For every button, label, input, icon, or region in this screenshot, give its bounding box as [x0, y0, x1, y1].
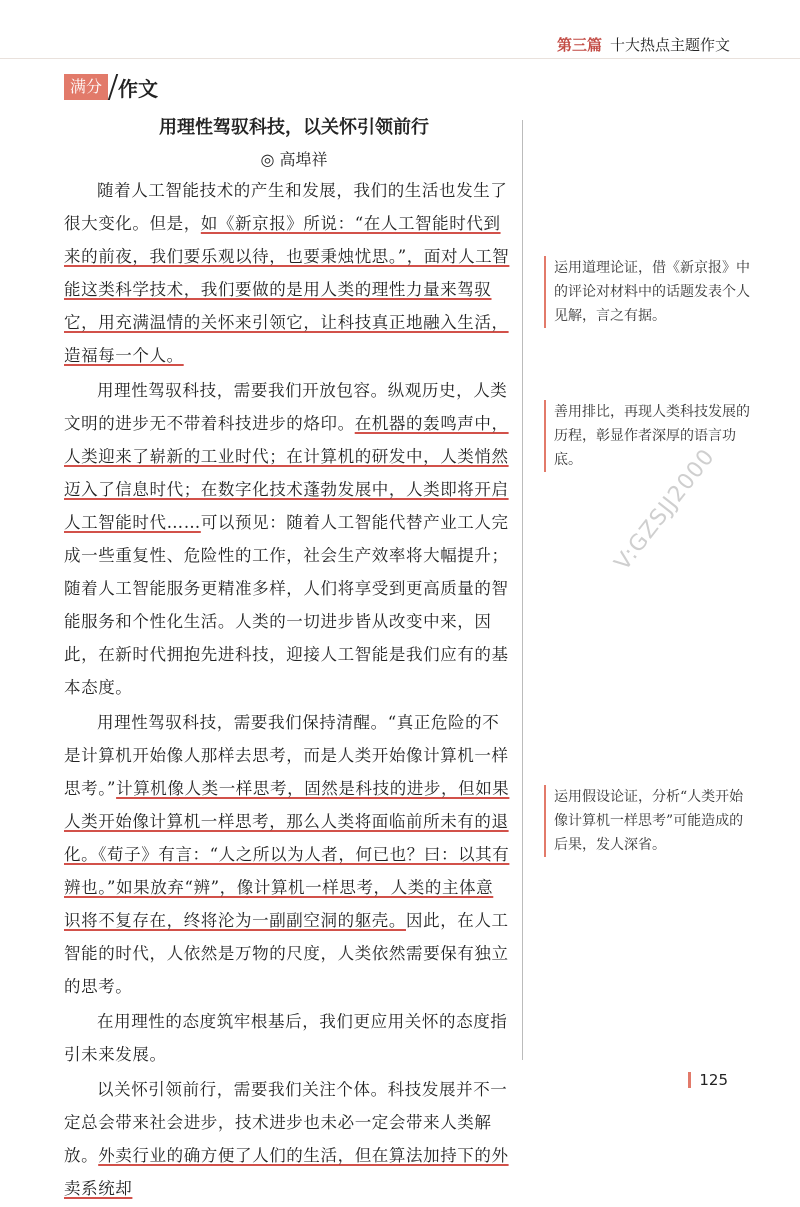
- paragraph-3: 用理性驾驭科技，需要我们保持清醒。“真正危险的不是计算机开始像人那样去思考，而是人类开始像计算机一样思考。”计算机像人类一样思考，固然是科技的进步，但如果人类开始像计算机一样思考，那么人类将面临前所未有的退化。《荀子》有言：“人之所以为人者，何已也？曰：以其有辨也。”如果放弃“辨”，像计算机一样思考，人类的主体意识将不复存在，终将沦为一副副空洞的躯壳。因此，在人工智能的时代，人依然是万物的尺度，人类依然需要保有独立的思考。: [64, 713, 510, 996]
- page-number: [688, 1071, 728, 1089]
- paragraph-2: 用理性驾驭科技，需要我们开放包容。纵观历史，人类文明的进步无不带着科技进步的烙印。在机器的轰鸣声中，人类迎来了崭新的工业时代；在计算机的研发中，人类悄然迈入了信息时代；在数字化技术蓬勃发展中，人类即将开启人工智能时代……可以预见：随着人工智能代替产业工人完成一些重复性、危险性的工作，社会生产效率将大幅提升；随着人工智能服务更精准多样，人们将享受到更高质量的智能服务和个性化生活。人类的一切进步皆从改变中来，因此，在新时代拥抱先进科技，迎接人工智能是我们应有的基本态度。: [64, 381, 509, 697]
- paragraph-4: 在用理性的态度筑牢根基后，我们更应用关怀的态度指引未来发展。: [64, 1012, 508, 1064]
- badge-label: 作文: [118, 76, 159, 101]
- annotation-1: 运用道理论证，借《新京报》中的评论对材料中的话题发表个人见解，言之有据。: [544, 256, 750, 328]
- highlight-example: 外卖行业的确方便了人们的生活，但在算法加持下的外卖系统却: [64, 1146, 509, 1198]
- section-badge: [64, 74, 158, 100]
- topic-label: 十大热点主题作文: [609, 36, 730, 54]
- essay-title: 用理性驾驭科技，以关怀引领前行: [159, 117, 429, 138]
- essay-author: ◎ 高埠祥: [260, 150, 328, 169]
- paragraph-5: 以关怀引领前行，需要我们关注个体。科技发展并不一定总会带来社会进步，技术进步也未必一定会带来人类解放。外卖行业的确方便了人们的生活，但在算法加持下的外卖系统却: [64, 1080, 509, 1198]
- part-label: 第三篇: [556, 36, 602, 54]
- paragraph-1: 随着人工智能技术的产生和发展，我们的生活也发生了很大变化。但是，如《新京报》所说：“在人工智能时代到来的前夜，我们要乐观以待，也要秉烛忧思。”，面对人工智能这类科学技术，我们要做的是用人类的理性力量来驾驭它，用充满温情的关怀来引领它，让科技真正地融入生活，造福每一个人。: [64, 181, 510, 365]
- essay-body: [64, 174, 510, 1207]
- highlight-hypothesis: 计算机像人类一样思考，固然是科技的进步，但如果人类开始像计算机一样思考，那么人类将面临前所未有的退化。《荀子》有言：“人之所以为人者，何已也？曰：以其有辨也。”如果放弃“辨”，像计算机一样思考，人类的主体意识将不复存在，终将沦为一副副空洞的躯壳。: [64, 779, 510, 930]
- highlight-quote: 如《新京报》所说：“在人工智能时代到来的前夜，我们要乐观以待，也要秉烛忧思。”，面对人工智能这类科学技术，我们要做的是用人类的理性力量来驾驭它，用充满温情的关怀来引领它，让科技真正地融入生活，造福每一个人。: [64, 214, 510, 365]
- margin-divider: [522, 120, 523, 1060]
- running-header: [557, 34, 730, 55]
- page-number-text: 125: [699, 1071, 728, 1089]
- annotation-3: 运用假设论证，分析“人类开始像计算机一样思考”可能造成的后果，发人深省。: [544, 785, 750, 857]
- page-number-marker: [688, 1072, 691, 1088]
- badge-highlight: 满分: [64, 74, 108, 100]
- highlight-parallelism: 在机器的轰鸣声中，人类迎来了崭新的工业时代；在计算机的研发中，人类悄然迈入了信息时代；在数字化技术蓬勃发展中，人类即将开启人工智能时代……: [64, 414, 509, 532]
- slash-divider: [108, 74, 118, 100]
- annotation-2: 善用排比，再现人类科技发展的历程，彰显作者深厚的语言功底。: [544, 400, 750, 472]
- watermark: V:GZSJJ2000: [610, 444, 721, 576]
- header-divider: [0, 58, 800, 59]
